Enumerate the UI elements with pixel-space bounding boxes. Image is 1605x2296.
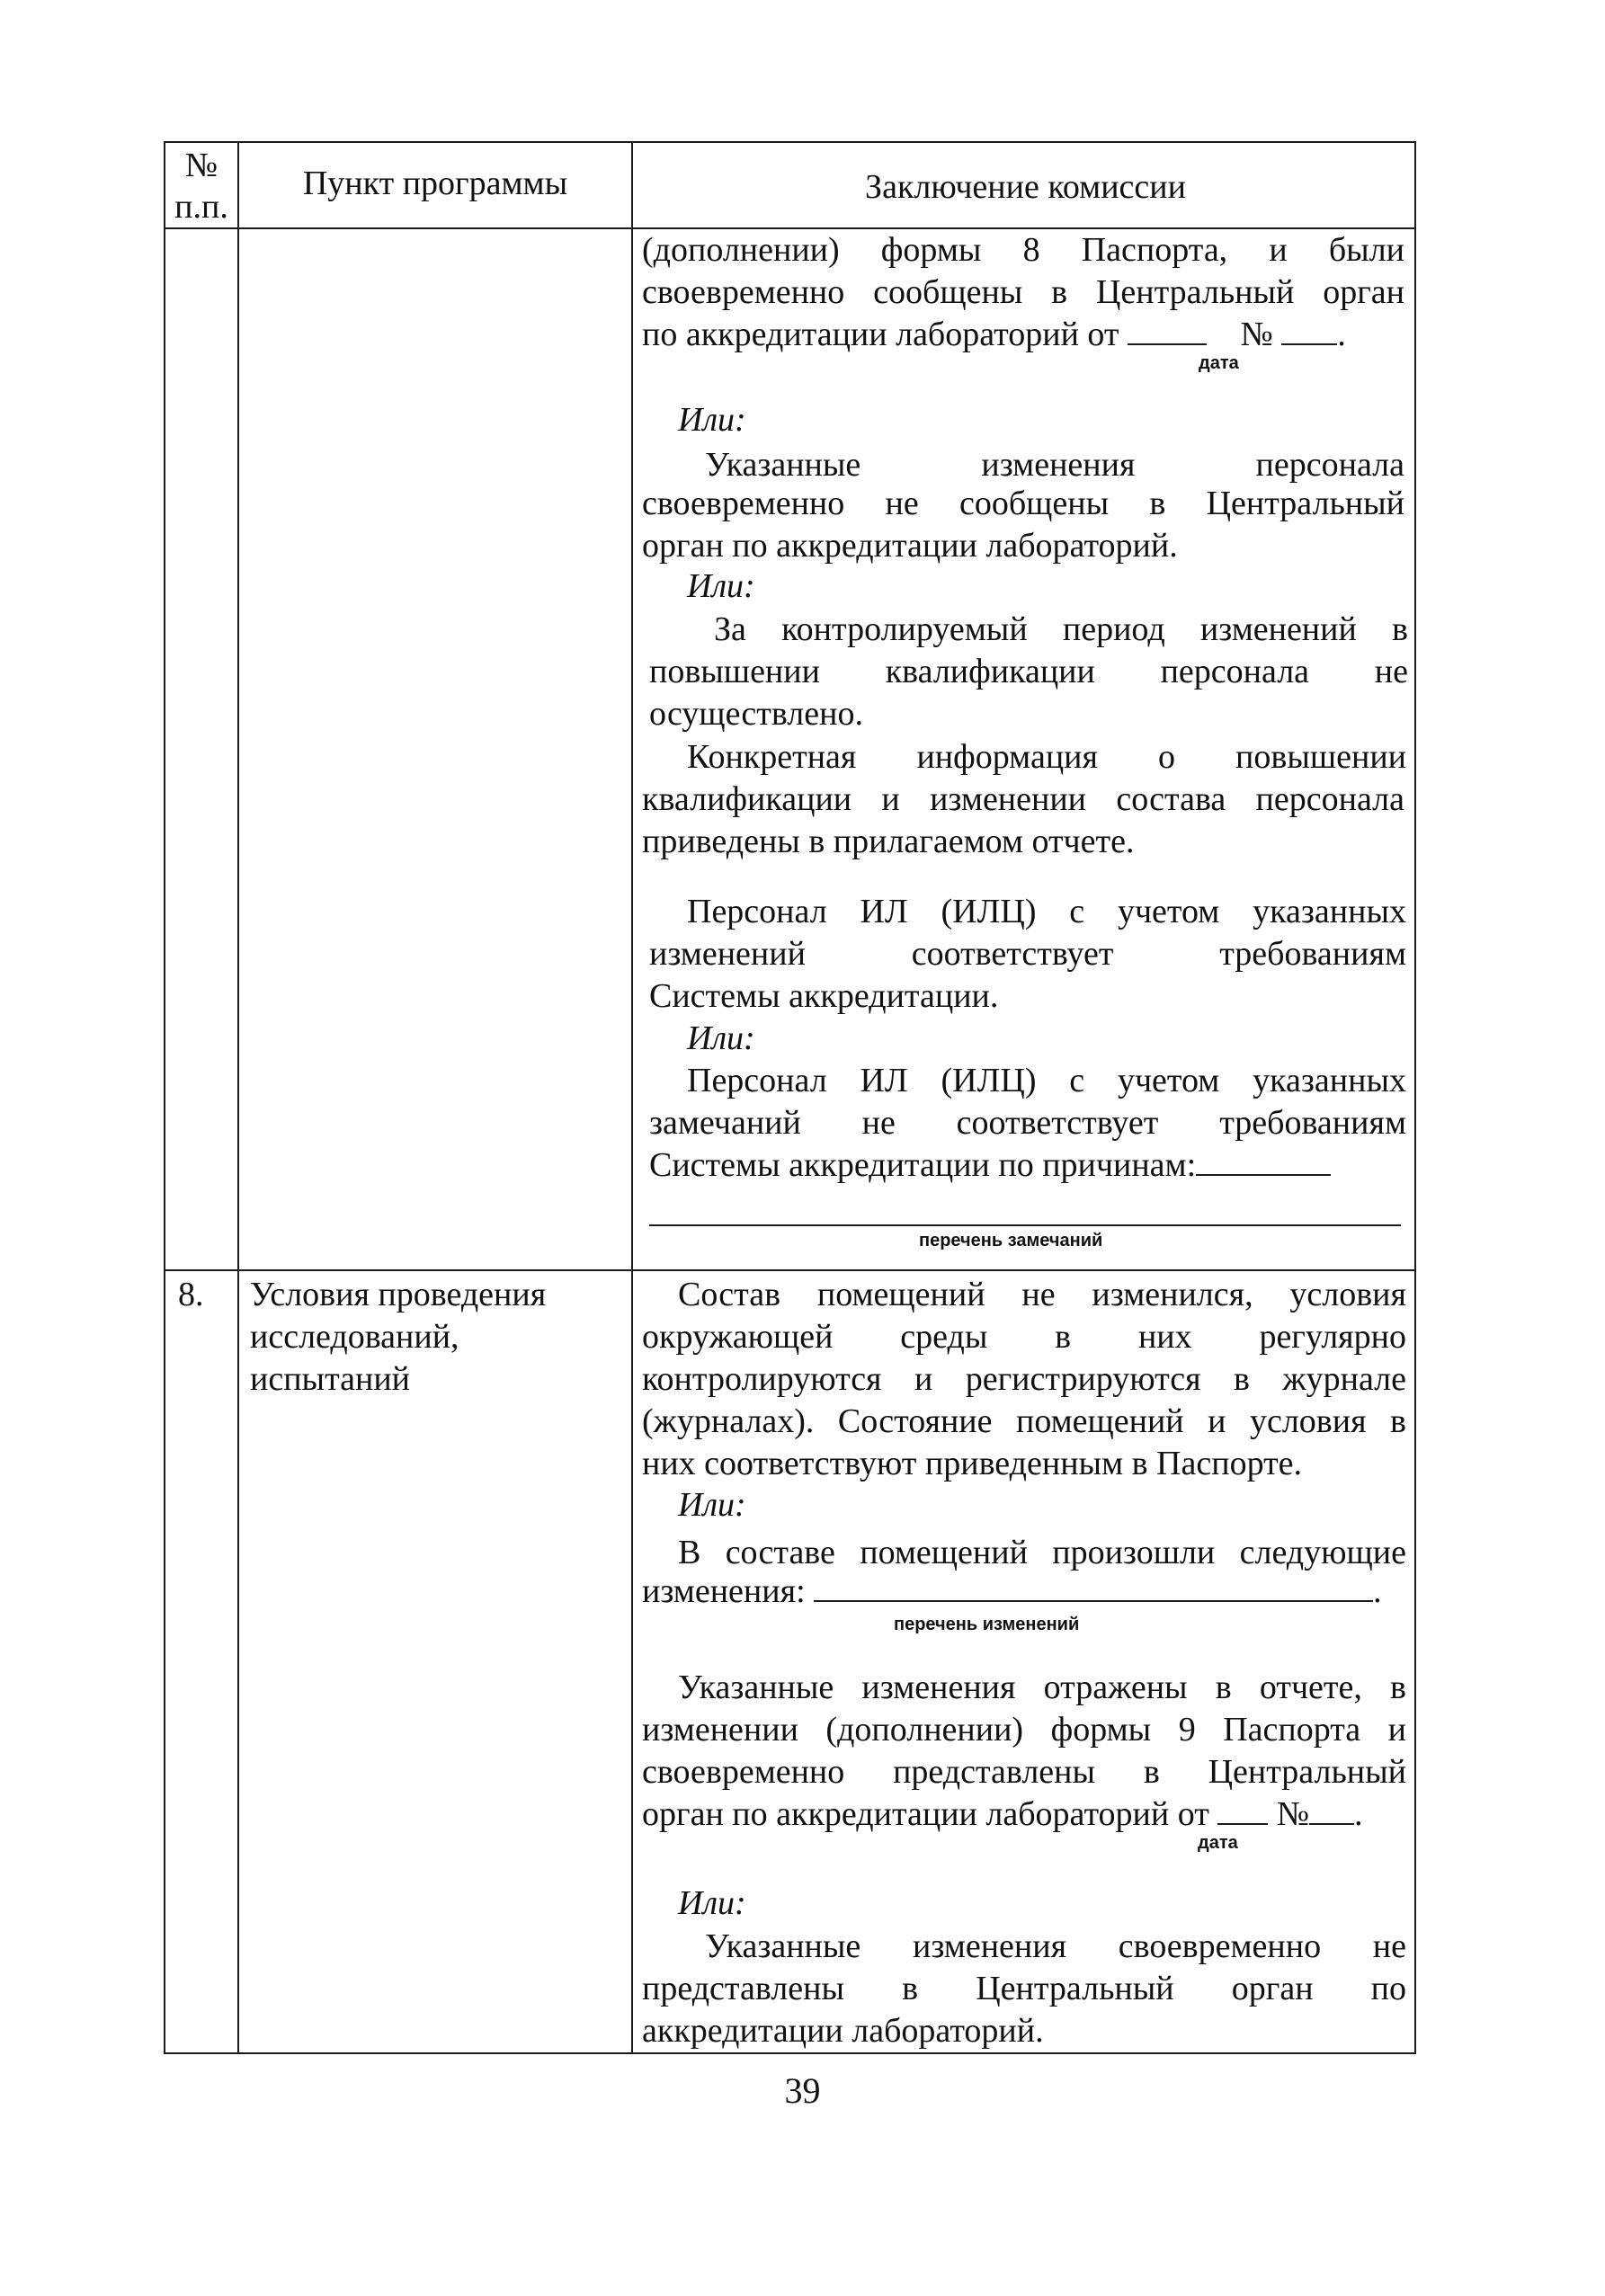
header-number-line1: № [184, 147, 218, 184]
r8-b3-line4 [642, 1793, 1363, 1837]
r8-b2-end: . [1373, 1572, 1382, 1610]
cont-b1-line3 [642, 314, 1346, 357]
cont-b3-line1: За контролируемый период изменений в [714, 610, 1408, 648]
cont-b1-end: . [1337, 316, 1346, 353]
cont-b4-line2: квалификации и изменении состава персонала [642, 780, 1404, 818]
r8-b1-line4: (журналах). Состояние помещений и условия в [642, 1402, 1406, 1440]
cont-b2-line3: орган по аккредитации лабораторий. [642, 527, 1178, 565]
cont-b3-line2: повышении квалификации персонала не [649, 653, 1408, 690]
r8-b2-line1: В составе помещений произошли следующие [678, 1534, 1406, 1571]
remarks-line [649, 1224, 1401, 1226]
date-caption: дата [1199, 353, 1239, 373]
changes-blank [814, 1573, 1373, 1602]
cont-b6-line2: замечаний не соответствует требованиям [649, 1104, 1406, 1142]
header-commission-conclusion: Заключение комиссии [865, 168, 1186, 206]
column-divider-1 [237, 143, 239, 2052]
cont-b5-line1: Персонал ИЛ (ИЛЦ) с учетом указанных [687, 893, 1406, 930]
r8-b4-line3: аккредитации лабораторий. [642, 2012, 1044, 2050]
reasons-blank [1196, 1147, 1331, 1176]
r8-b3-end: . [1354, 1795, 1363, 1833]
cont-b2-line1: Указанные изменения персонала [705, 446, 1404, 484]
number-blank [1281, 316, 1337, 345]
number-sign-2: № [1276, 1795, 1310, 1833]
r8-b3-line3: своевременно представлены в Центральный [642, 1753, 1406, 1791]
cont-b4-line1: Конкретная информация о повышении [687, 738, 1406, 776]
or-label-5: Или: [678, 1884, 746, 1922]
header-program-item: Пункт программы [302, 165, 568, 202]
cont-b6-line1: Персонал ИЛ (ИЛЦ) с учетом указанных [687, 1062, 1406, 1099]
row-8-divider [165, 1269, 1414, 1271]
r8-b2-line2-text: изменения: [642, 1572, 806, 1610]
r8-b1-line5: них соответствуют приведенным в Паспорте. [642, 1445, 1303, 1482]
cont-b1-line1: (дополнении) формы 8 Паспорта, и были [642, 231, 1404, 269]
cont-b1-line3-text: по аккредитации лабораторий от [642, 316, 1119, 353]
row-8-number: 8. [178, 1276, 204, 1313]
cont-b5-line2: изменений соответствует требованиям [649, 935, 1406, 973]
r8-b4-line2: представлены в Центральный орган по [642, 1970, 1406, 2007]
r8-b1-line3: контролируются и регистрируются в журнале [642, 1360, 1406, 1398]
date-blank-2 [1217, 1796, 1268, 1825]
remarks-caption: перечень замечаний [919, 1231, 1103, 1250]
or-label-4: Или: [678, 1486, 746, 1524]
header-number-line2: п.п. [174, 188, 228, 226]
column-divider-2 [631, 143, 633, 2052]
r8-b1-line2: окружающей среды в них регулярно [642, 1318, 1406, 1356]
header-number [165, 145, 237, 227]
number-blank-2 [1309, 1796, 1354, 1825]
cont-b2-line2: своевременно не сообщены в Центральный [642, 485, 1404, 522]
cont-b4-line3: приведены в прилагаемом отчете. [642, 823, 1135, 860]
page-number: 39 [784, 2070, 821, 2111]
cont-b5-line3: Системы аккредитации. [649, 977, 999, 1015]
changes-caption: перечень изменений [894, 1615, 1080, 1634]
number-sign: № [1240, 316, 1273, 353]
cont-b6-line3-text: Системы аккредитации по причинам: [649, 1146, 1197, 1184]
cont-b2-line1-wrap [642, 444, 1404, 487]
r8-b3-line4-text: орган по аккредитации лабораторий от [642, 1795, 1209, 1833]
cont-b3-line3: осуществлено. [649, 695, 863, 733]
date-caption-2: дата [1198, 1833, 1238, 1853]
conclusion-table [164, 141, 1416, 2054]
or-label-2: Или: [687, 567, 755, 605]
row-8-item-line3: испытаний [250, 1360, 411, 1398]
or-label-1: Или: [678, 401, 746, 439]
date-blank [1128, 316, 1207, 345]
row-8-item-line1: Условия проведения [250, 1276, 547, 1313]
r8-b1-line1: Состав помещений не изменился, условия [678, 1276, 1406, 1313]
r8-b3-line1: Указанные изменения отражены в отчете, в [678, 1669, 1406, 1706]
cont-b1-line2: своевременно сообщены в Центральный орган [642, 273, 1404, 311]
or-label-3: Или: [687, 1019, 755, 1057]
r8-b4-line1: Указанные изменения своевременно не [705, 1927, 1406, 1965]
cont-b6-line3 [649, 1144, 1331, 1188]
r8-b2-line2 [642, 1571, 1382, 1614]
row-8-item-line2: исследований, [250, 1318, 459, 1356]
r8-b3-line2: изменении (дополнении) формы 9 Паспорта и [642, 1711, 1406, 1749]
